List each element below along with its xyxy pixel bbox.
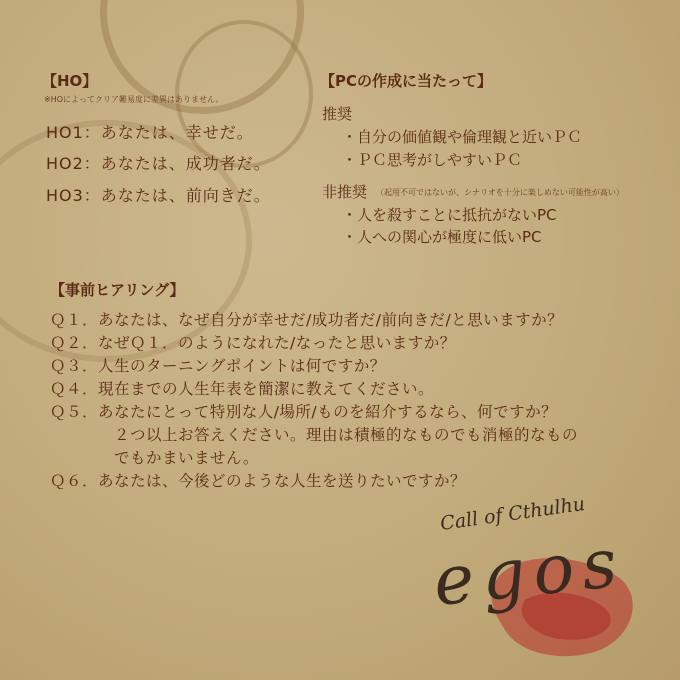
question-6: Ｑ６．あなたは、今後どのような人生を送りたいですか？ bbox=[50, 472, 467, 490]
ho-line-2: HO2：あなたは、成功者だ。 bbox=[46, 154, 271, 173]
hearing-heading: 【事前ヒアリング】 bbox=[50, 281, 185, 299]
not-recommended-item-1: ・人を殺すことに抵抗がないPC bbox=[342, 206, 557, 224]
pc-heading: 【PCの作成に当たって】 bbox=[320, 72, 493, 90]
not-recommended-note: （起用不可ではないが、シナリオを十分に楽しめない可能性が高い） bbox=[376, 188, 624, 197]
ho-line-3: HO3：あなたは、前向きだ。 bbox=[46, 186, 271, 205]
not-recommended-label: 非推奨 bbox=[322, 183, 368, 201]
recommended-label: 推奨 bbox=[322, 105, 353, 123]
ho-note: ※HOによってクリア難易度に差異はありません。 bbox=[44, 95, 224, 104]
logo-subtitle: Call of Cthulhu bbox=[438, 492, 587, 535]
logo bbox=[429, 492, 670, 670]
ho-line-1: HO1：あなたは、幸せだ。 bbox=[46, 123, 254, 142]
not-recommended-item-2: ・人への関心が極度に低いPC bbox=[342, 228, 542, 246]
question-1: Ｑ１．あなたは、なぜ自分が幸せだ/成功者だ/前向きだ/と思いますか？ bbox=[50, 311, 564, 329]
question-3: Ｑ３．人生のターニングポイントは何ですか？ bbox=[50, 357, 386, 375]
question-5-continuation-1: ２つ以上お答えください。理由は積極的なものでも消極的なもの bbox=[114, 426, 579, 444]
ho-heading: 【HO】 bbox=[42, 72, 98, 90]
question-4: Ｑ４．現在までの人生年表を簡潔に教えてください。 bbox=[50, 380, 435, 398]
recommended-item-1: ・自分の価値観や倫理観と近いＰＣ bbox=[342, 128, 583, 146]
recommended-item-2: ・ＰＣ思考がしやすいＰＣ bbox=[342, 151, 523, 169]
question-2: Ｑ２．なぜＱ１．のようになれた/なったと思いますか？ bbox=[50, 334, 456, 352]
logo-title: egos bbox=[429, 523, 629, 622]
question-5: Ｑ５．あなたにとって特別な人/場所/ものを紹介するなら、何ですか？ bbox=[50, 403, 558, 421]
question-5-continuation-2: でもかまいません。 bbox=[114, 449, 259, 467]
